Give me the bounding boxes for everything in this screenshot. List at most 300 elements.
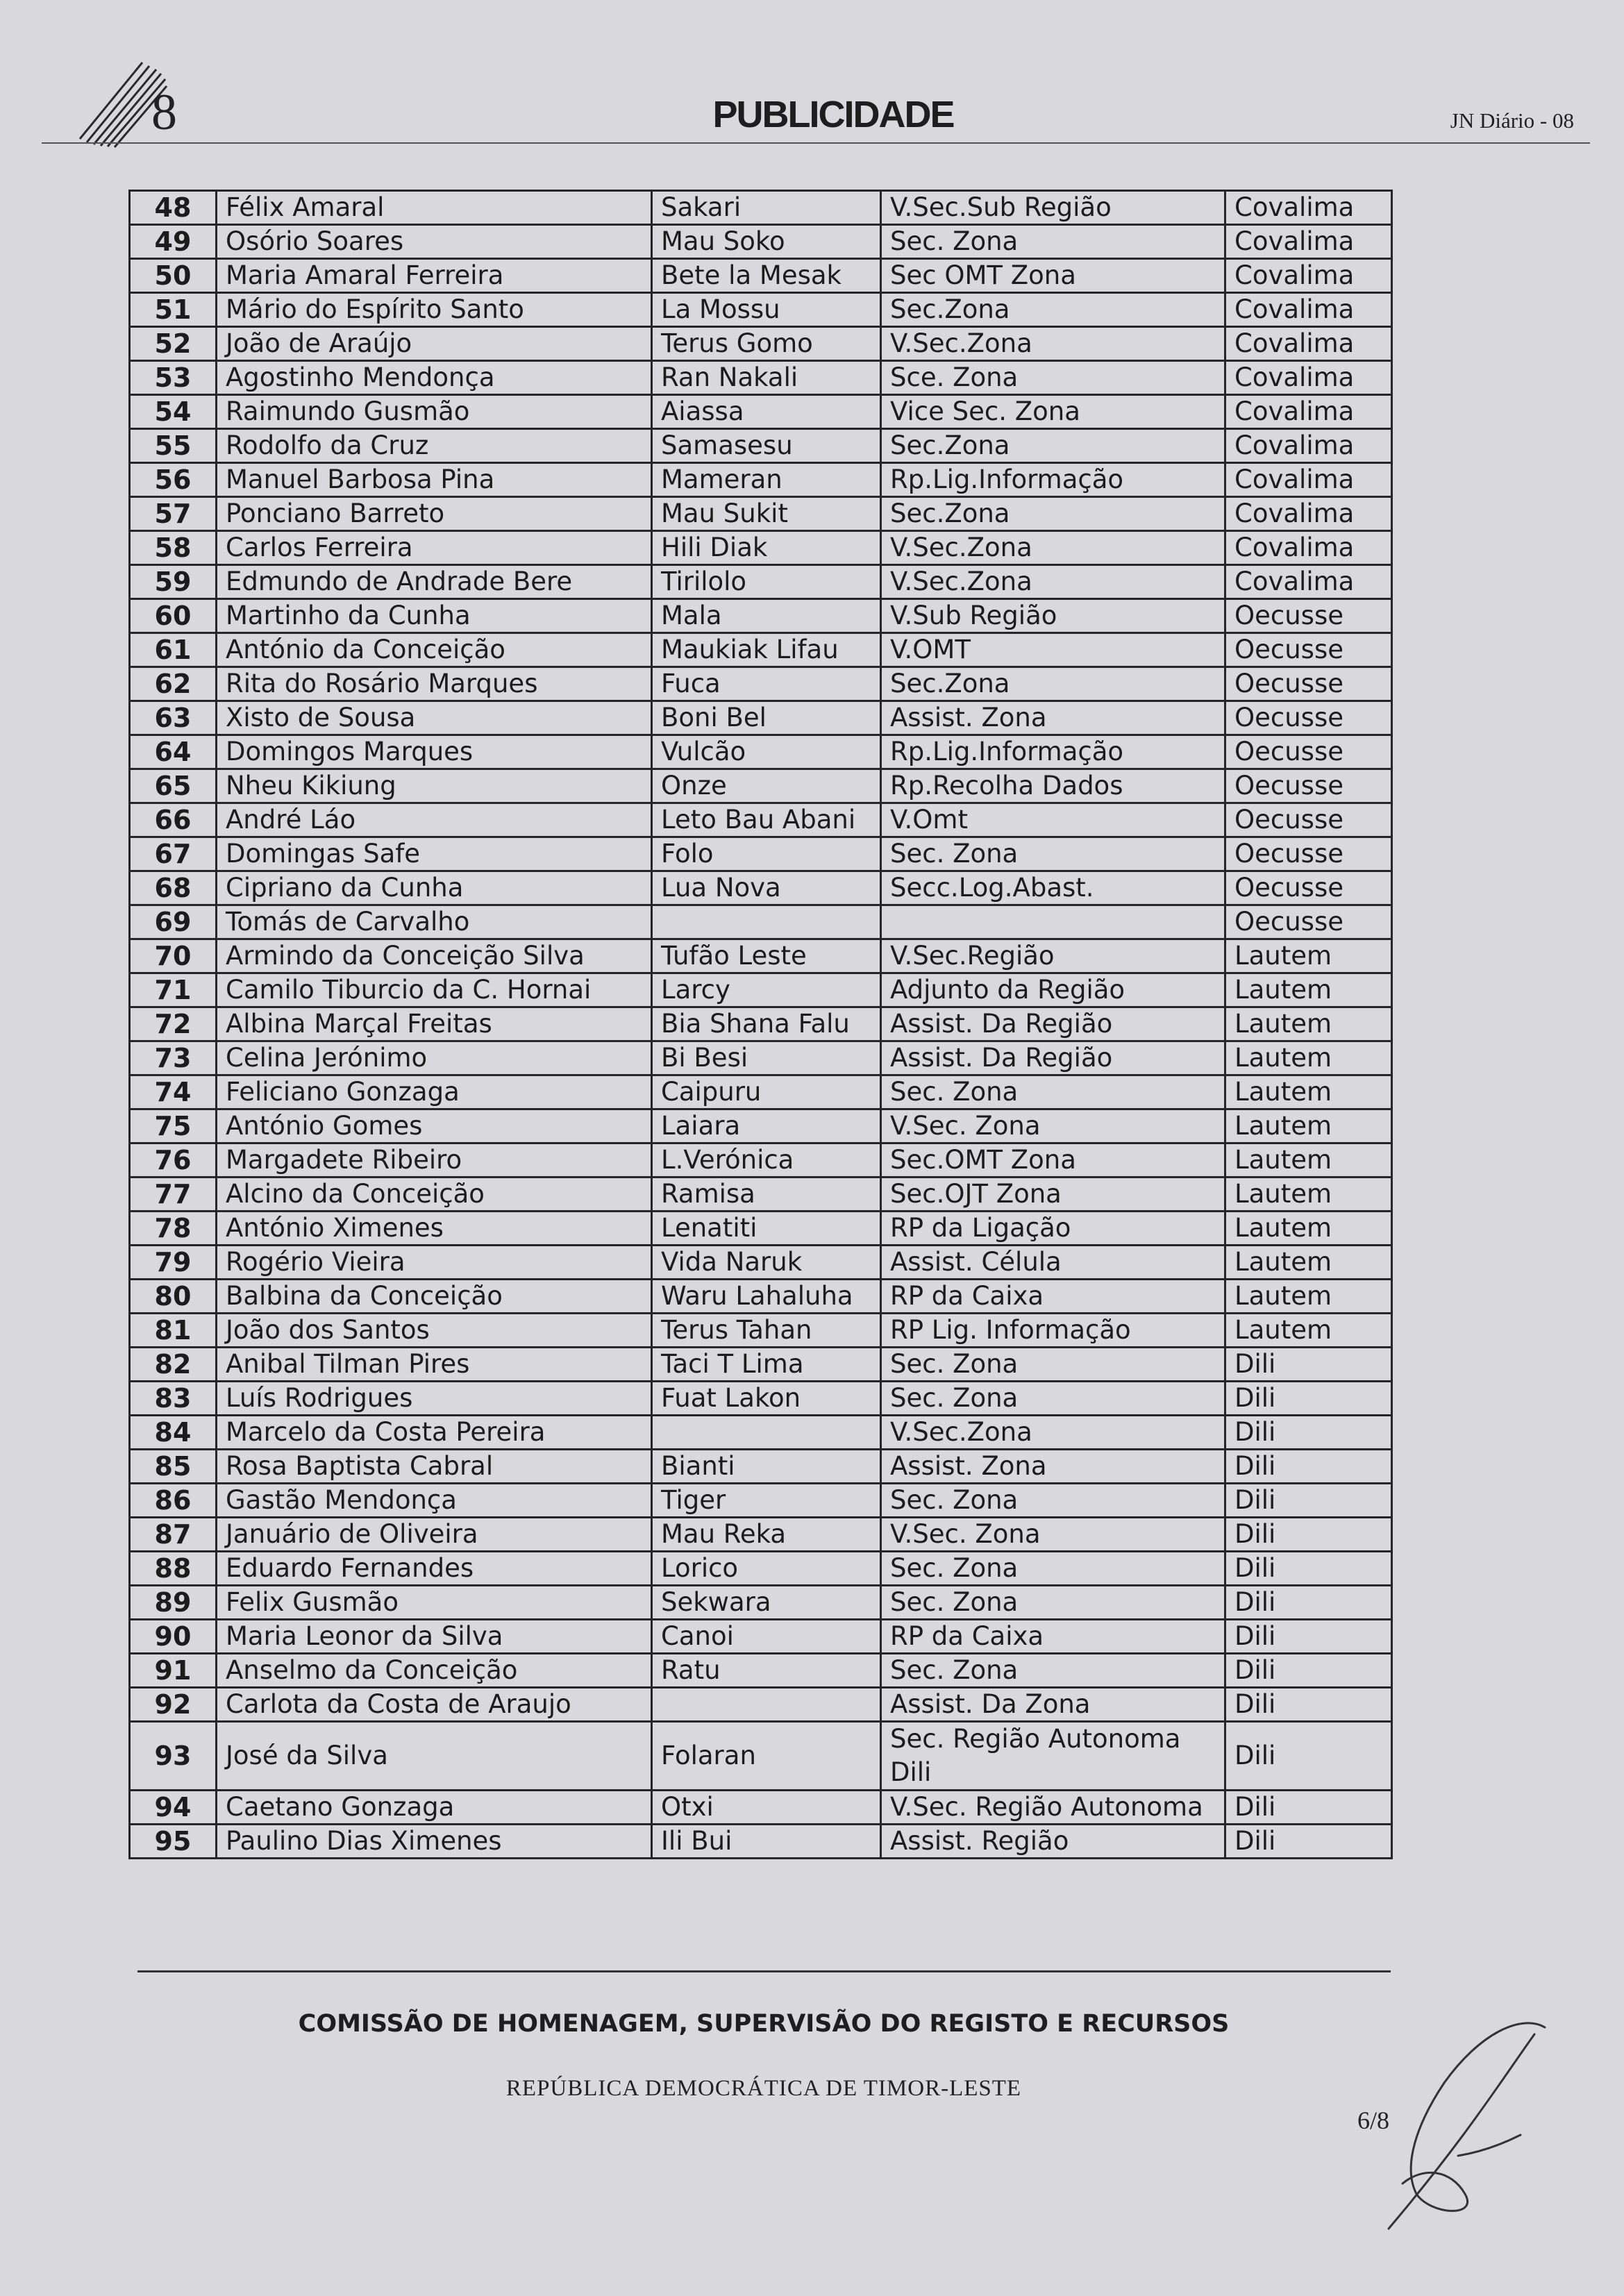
row-number: 75 xyxy=(130,1109,217,1143)
table-row xyxy=(130,1722,1392,1791)
republic-name: REPÚBLICA DEMOCRÁTICA DE TIMOR-LESTE xyxy=(505,2076,1022,2101)
district: Oecusse xyxy=(1225,905,1392,939)
district: Oecusse xyxy=(1225,769,1392,803)
position: Sec. Zona xyxy=(881,1552,1225,1586)
position: Sec. Zona xyxy=(881,837,1225,871)
table-row xyxy=(130,1109,1392,1143)
member-name: Rosa Baptista Cabral xyxy=(217,1450,652,1484)
code-name: Lua Nova xyxy=(652,871,881,905)
page-header xyxy=(0,0,1624,149)
row-number: 52 xyxy=(130,327,217,361)
table-row xyxy=(130,667,1392,701)
code-name: Folaran xyxy=(652,1722,881,1791)
table-row xyxy=(130,1178,1392,1212)
row-number: 79 xyxy=(130,1246,217,1280)
code-name: Bianti xyxy=(652,1450,881,1484)
position: V.Sec.Região xyxy=(881,939,1225,973)
table-row xyxy=(130,1654,1392,1688)
row-number: 48 xyxy=(130,191,217,225)
row-number: 91 xyxy=(130,1654,217,1688)
position: V.Sec.Zona xyxy=(881,327,1225,361)
position: V.Omt xyxy=(881,803,1225,837)
district: Dili xyxy=(1225,1620,1392,1654)
position: Assist. Da Região xyxy=(881,1041,1225,1075)
code-name xyxy=(652,1688,881,1722)
district: Covalima xyxy=(1225,497,1392,531)
homage-register-table xyxy=(128,190,1393,1859)
code-name: Vulcão xyxy=(652,735,881,769)
handwritten-signature xyxy=(1361,2006,1555,2236)
district: Covalima xyxy=(1225,565,1392,599)
member-name: Maria Leonor da Silva xyxy=(217,1620,652,1654)
table-row xyxy=(130,701,1392,735)
code-name: Larcy xyxy=(652,973,881,1007)
table-row xyxy=(130,565,1392,599)
district: Covalima xyxy=(1225,191,1392,225)
row-number: 72 xyxy=(130,1007,217,1041)
position: Sec. Zona xyxy=(881,1654,1225,1688)
member-name: António Ximenes xyxy=(217,1212,652,1246)
row-number: 65 xyxy=(130,769,217,803)
publication-reference: JN Diário - 08 xyxy=(1450,108,1574,133)
member-name: Anibal Tilman Pires xyxy=(217,1348,652,1382)
district: Covalima xyxy=(1225,327,1392,361)
position: V.Sec.Zona xyxy=(881,1416,1225,1450)
table-row xyxy=(130,599,1392,633)
table-row xyxy=(130,871,1392,905)
member-name: Domingas Safe xyxy=(217,837,652,871)
district: Covalima xyxy=(1225,531,1392,565)
position: V.Sec. Região Autonoma xyxy=(881,1791,1225,1825)
table-row xyxy=(130,191,1392,225)
district: Lautem xyxy=(1225,1007,1392,1041)
code-name: Mau Sukit xyxy=(652,497,881,531)
member-name: Manuel Barbosa Pina xyxy=(217,463,652,497)
row-number: 74 xyxy=(130,1075,217,1109)
row-number: 50 xyxy=(130,259,217,293)
table-row xyxy=(130,1007,1392,1041)
member-name: Tomás de Carvalho xyxy=(217,905,652,939)
table-row xyxy=(130,1688,1392,1722)
table-row xyxy=(130,395,1392,429)
table-row xyxy=(130,735,1392,769)
member-name: Ponciano Barreto xyxy=(217,497,652,531)
code-name: Vida Naruk xyxy=(652,1246,881,1280)
position: Assist. Da Região xyxy=(881,1007,1225,1041)
code-name: Ratu xyxy=(652,1654,881,1688)
member-name: Albina Marçal Freitas xyxy=(217,1007,652,1041)
position: Rp.Lig.Informação xyxy=(881,735,1225,769)
district: Oecusse xyxy=(1225,803,1392,837)
table-row xyxy=(130,293,1392,327)
table-row xyxy=(130,327,1392,361)
row-number: 81 xyxy=(130,1314,217,1348)
row-number: 62 xyxy=(130,667,217,701)
member-name: Osório Soares xyxy=(217,225,652,259)
position: Sec.Zona xyxy=(881,497,1225,531)
position: Sec.OJT Zona xyxy=(881,1178,1225,1212)
member-name: José da Silva xyxy=(217,1722,652,1791)
position: Sec. Zona xyxy=(881,225,1225,259)
row-number: 87 xyxy=(130,1518,217,1552)
member-name: António da Conceição xyxy=(217,633,652,667)
district: Oecusse xyxy=(1225,871,1392,905)
table-row xyxy=(130,225,1392,259)
row-number: 88 xyxy=(130,1552,217,1586)
code-name: Tiger xyxy=(652,1484,881,1518)
row-number: 55 xyxy=(130,429,217,463)
position: Sec. Zona xyxy=(881,1382,1225,1416)
row-number: 86 xyxy=(130,1484,217,1518)
district: Lautem xyxy=(1225,1314,1392,1348)
row-number: 73 xyxy=(130,1041,217,1075)
table-row xyxy=(130,1143,1392,1178)
row-number: 77 xyxy=(130,1178,217,1212)
table-row xyxy=(130,1416,1392,1450)
row-number: 56 xyxy=(130,463,217,497)
position: V.Sec.Zona xyxy=(881,565,1225,599)
district: Dili xyxy=(1225,1654,1392,1688)
table-row xyxy=(130,361,1392,395)
member-name: Alcino da Conceição xyxy=(217,1178,652,1212)
position: Sec. Região Autonoma Dili xyxy=(881,1722,1225,1791)
position: V.Sub Região xyxy=(881,599,1225,633)
row-number: 57 xyxy=(130,497,217,531)
code-name: Onze xyxy=(652,769,881,803)
district: Oecusse xyxy=(1225,599,1392,633)
district: Lautem xyxy=(1225,1075,1392,1109)
district: Dili xyxy=(1225,1450,1392,1484)
code-name: Bi Besi xyxy=(652,1041,881,1075)
position: Sec. Zona xyxy=(881,1348,1225,1382)
table-row xyxy=(130,633,1392,667)
code-name: Bia Shana Falu xyxy=(652,1007,881,1041)
row-number: 51 xyxy=(130,293,217,327)
position: Rp.Recolha Dados xyxy=(881,769,1225,803)
table-row xyxy=(130,1280,1392,1314)
code-name: Sekwara xyxy=(652,1586,881,1620)
position: V.Sec.Zona xyxy=(881,531,1225,565)
district: Dili xyxy=(1225,1552,1392,1586)
table-row xyxy=(130,1518,1392,1552)
row-number: 66 xyxy=(130,803,217,837)
position: Sec.Zona xyxy=(881,667,1225,701)
member-name: Felix Gusmão xyxy=(217,1586,652,1620)
table-row xyxy=(130,1314,1392,1348)
member-name: Carlota da Costa de Araujo xyxy=(217,1688,652,1722)
member-name: Carlos Ferreira xyxy=(217,531,652,565)
member-name: João dos Santos xyxy=(217,1314,652,1348)
position: Sec. Zona xyxy=(881,1484,1225,1518)
table-row xyxy=(130,463,1392,497)
table-row xyxy=(130,1586,1392,1620)
district: Oecusse xyxy=(1225,735,1392,769)
row-number: 85 xyxy=(130,1450,217,1484)
code-name: L.Verónica xyxy=(652,1143,881,1178)
table-row xyxy=(130,1450,1392,1484)
code-name: Bete la Mesak xyxy=(652,259,881,293)
code-name: Lorico xyxy=(652,1552,881,1586)
code-name: Terus Gomo xyxy=(652,327,881,361)
district: Oecusse xyxy=(1225,667,1392,701)
row-number: 67 xyxy=(130,837,217,871)
table-row xyxy=(130,1246,1392,1280)
table-row xyxy=(130,1382,1392,1416)
member-name: Januário de Oliveira xyxy=(217,1518,652,1552)
member-name: Edmundo de Andrade Bere xyxy=(217,565,652,599)
row-number: 94 xyxy=(130,1791,217,1825)
member-name: Raimundo Gusmão xyxy=(217,395,652,429)
row-number: 76 xyxy=(130,1143,217,1178)
code-name: Fuca xyxy=(652,667,881,701)
member-name: Margadete Ribeiro xyxy=(217,1143,652,1178)
header-divider xyxy=(42,142,1590,144)
district: Covalima xyxy=(1225,293,1392,327)
table-row xyxy=(130,1825,1392,1859)
district: Lautem xyxy=(1225,1143,1392,1178)
member-name: Marcelo da Costa Pereira xyxy=(217,1416,652,1450)
code-name: Tufão Leste xyxy=(652,939,881,973)
district: Lautem xyxy=(1225,1109,1392,1143)
position: Sce. Zona xyxy=(881,361,1225,395)
position: Assist. Da Zona xyxy=(881,1688,1225,1722)
district: Covalima xyxy=(1225,361,1392,395)
member-name: Luís Rodrigues xyxy=(217,1382,652,1416)
code-name: Sakari xyxy=(652,191,881,225)
district: Oecusse xyxy=(1225,837,1392,871)
code-name: Otxi xyxy=(652,1791,881,1825)
table-row xyxy=(130,1620,1392,1654)
code-name: Boni Bel xyxy=(652,701,881,735)
member-name: Xisto de Sousa xyxy=(217,701,652,735)
district: Dili xyxy=(1225,1825,1392,1859)
district: Covalima xyxy=(1225,463,1392,497)
member-name: Eduardo Fernandes xyxy=(217,1552,652,1586)
code-name: Mala xyxy=(652,599,881,633)
row-number: 93 xyxy=(130,1722,217,1791)
member-name: Celina Jerónimo xyxy=(217,1041,652,1075)
row-number: 71 xyxy=(130,973,217,1007)
code-name: Fuat Lakon xyxy=(652,1382,881,1416)
row-number: 90 xyxy=(130,1620,217,1654)
position: Sec OMT Zona xyxy=(881,259,1225,293)
code-name: La Mossu xyxy=(652,293,881,327)
member-name: João de Araújo xyxy=(217,327,652,361)
position: Assist. Zona xyxy=(881,701,1225,735)
position: Sec.Zona xyxy=(881,293,1225,327)
code-name: Hili Diak xyxy=(652,531,881,565)
district: Dili xyxy=(1225,1688,1392,1722)
member-name: Martinho da Cunha xyxy=(217,599,652,633)
position: Rp.Lig.Informação xyxy=(881,463,1225,497)
district: Dili xyxy=(1225,1518,1392,1552)
member-name: Rita do Rosário Marques xyxy=(217,667,652,701)
row-number: 84 xyxy=(130,1416,217,1450)
table-row xyxy=(130,1041,1392,1075)
code-name: Laiara xyxy=(652,1109,881,1143)
member-name: Nheu Kikiung xyxy=(217,769,652,803)
row-number: 54 xyxy=(130,395,217,429)
district: Lautem xyxy=(1225,939,1392,973)
table-row xyxy=(130,259,1392,293)
member-name: Paulino Dias Ximenes xyxy=(217,1825,652,1859)
table-row xyxy=(130,531,1392,565)
district: Dili xyxy=(1225,1382,1392,1416)
position: Adjunto da Região xyxy=(881,973,1225,1007)
member-name: Mário do Espírito Santo xyxy=(217,293,652,327)
table-row xyxy=(130,1348,1392,1382)
table-row xyxy=(130,1075,1392,1109)
position: RP da Ligação xyxy=(881,1212,1225,1246)
position: V.Sec.Sub Região xyxy=(881,191,1225,225)
code-name: Ramisa xyxy=(652,1178,881,1212)
row-number: 63 xyxy=(130,701,217,735)
code-name xyxy=(652,1416,881,1450)
row-number: 80 xyxy=(130,1280,217,1314)
position: Sec. Zona xyxy=(881,1586,1225,1620)
member-name: Cipriano da Cunha xyxy=(217,871,652,905)
code-name: Ran Nakali xyxy=(652,361,881,395)
table-row xyxy=(130,497,1392,531)
table-row xyxy=(130,837,1392,871)
position: Assist. Zona xyxy=(881,1450,1225,1484)
row-number: 49 xyxy=(130,225,217,259)
member-name: Camilo Tiburcio da C. Hornai xyxy=(217,973,652,1007)
position: Secc.Log.Abast. xyxy=(881,871,1225,905)
member-name: Félix Amaral xyxy=(217,191,652,225)
row-number: 59 xyxy=(130,565,217,599)
code-name: Caipuru xyxy=(652,1075,881,1109)
code-name: Maukiak Lifau xyxy=(652,633,881,667)
district: Lautem xyxy=(1225,1280,1392,1314)
district: Lautem xyxy=(1225,1246,1392,1280)
table-row xyxy=(130,973,1392,1007)
member-name: Caetano Gonzaga xyxy=(217,1791,652,1825)
row-number: 78 xyxy=(130,1212,217,1246)
code-name xyxy=(652,905,881,939)
district: Oecusse xyxy=(1225,633,1392,667)
member-name: Armindo da Conceição Silva xyxy=(217,939,652,973)
member-name: Rodolfo da Cruz xyxy=(217,429,652,463)
position: RP Lig. Informação xyxy=(881,1314,1225,1348)
member-name: Maria Amaral Ferreira xyxy=(217,259,652,293)
table-row xyxy=(130,769,1392,803)
sheet-count: 6/8 xyxy=(1357,2106,1390,2134)
district: Dili xyxy=(1225,1416,1392,1450)
section-title: PUBLICIDADE xyxy=(712,94,954,135)
district: Lautem xyxy=(1225,973,1392,1007)
row-number: 70 xyxy=(130,939,217,973)
code-name: Canoi xyxy=(652,1620,881,1654)
table-row xyxy=(130,1791,1392,1825)
table-row xyxy=(130,905,1392,939)
commission-name: COMISSÃO DE HOMENAGEM, SUPERVISÃO DO REGISTO E RECURSOS xyxy=(298,2010,1230,2038)
member-name: Feliciano Gonzaga xyxy=(217,1075,652,1109)
member-name: Domingos Marques xyxy=(217,735,652,769)
district: Covalima xyxy=(1225,429,1392,463)
position: Sec.OMT Zona xyxy=(881,1143,1225,1178)
row-number: 95 xyxy=(130,1825,217,1859)
position: Assist. Região xyxy=(881,1825,1225,1859)
position: RP da Caixa xyxy=(881,1620,1225,1654)
member-name: Agostinho Mendonça xyxy=(217,361,652,395)
code-name: Taci T Lima xyxy=(652,1348,881,1382)
position: Sec.Zona xyxy=(881,429,1225,463)
code-name: Lenatiti xyxy=(652,1212,881,1246)
row-number: 60 xyxy=(130,599,217,633)
position: RP da Caixa xyxy=(881,1280,1225,1314)
district: Oecusse xyxy=(1225,701,1392,735)
position: Assist. Célula xyxy=(881,1246,1225,1280)
table-row xyxy=(130,1484,1392,1518)
district: Lautem xyxy=(1225,1212,1392,1246)
row-number: 82 xyxy=(130,1348,217,1382)
code-name: Waru Lahaluha xyxy=(652,1280,881,1314)
position: V.Sec. Zona xyxy=(881,1518,1225,1552)
row-number: 92 xyxy=(130,1688,217,1722)
row-number: 68 xyxy=(130,871,217,905)
position: V.Sec. Zona xyxy=(881,1109,1225,1143)
row-number: 89 xyxy=(130,1586,217,1620)
code-name: Mameran xyxy=(652,463,881,497)
position: Vice Sec. Zona xyxy=(881,395,1225,429)
table-row xyxy=(130,803,1392,837)
member-name: Anselmo da Conceição xyxy=(217,1654,652,1688)
district: Covalima xyxy=(1225,259,1392,293)
code-name: Samasesu xyxy=(652,429,881,463)
code-name: Folo xyxy=(652,837,881,871)
member-name: António Gomes xyxy=(217,1109,652,1143)
position xyxy=(881,905,1225,939)
code-name: Leto Bau Abani xyxy=(652,803,881,837)
table-row xyxy=(130,429,1392,463)
member-name: André Láo xyxy=(217,803,652,837)
row-number: 69 xyxy=(130,905,217,939)
district: Dili xyxy=(1225,1722,1392,1791)
row-number: 58 xyxy=(130,531,217,565)
row-number: 53 xyxy=(130,361,217,395)
register-table-body xyxy=(130,191,1392,1859)
member-name: Balbina da Conceição xyxy=(217,1280,652,1314)
row-number: 61 xyxy=(130,633,217,667)
member-name: Rogério Vieira xyxy=(217,1246,652,1280)
table-row xyxy=(130,939,1392,973)
row-number: 83 xyxy=(130,1382,217,1416)
position: Sec. Zona xyxy=(881,1075,1225,1109)
district: Dili xyxy=(1225,1791,1392,1825)
district: Covalima xyxy=(1225,225,1392,259)
footer-divider xyxy=(137,1970,1391,1972)
district: Dili xyxy=(1225,1586,1392,1620)
district: Lautem xyxy=(1225,1041,1392,1075)
code-name: Mau Reka xyxy=(652,1518,881,1552)
code-name: Tirilolo xyxy=(652,565,881,599)
code-name: Terus Tahan xyxy=(652,1314,881,1348)
page-number: 8 xyxy=(151,84,177,141)
district: Lautem xyxy=(1225,1178,1392,1212)
table-row xyxy=(130,1212,1392,1246)
row-number: 64 xyxy=(130,735,217,769)
member-name: Gastão Mendonça xyxy=(217,1484,652,1518)
district: Dili xyxy=(1225,1348,1392,1382)
code-name: Ili Bui xyxy=(652,1825,881,1859)
district: Covalima xyxy=(1225,395,1392,429)
code-name: Aiassa xyxy=(652,395,881,429)
table-row xyxy=(130,1552,1392,1586)
position: V.OMT xyxy=(881,633,1225,667)
code-name: Mau Soko xyxy=(652,225,881,259)
district: Dili xyxy=(1225,1484,1392,1518)
